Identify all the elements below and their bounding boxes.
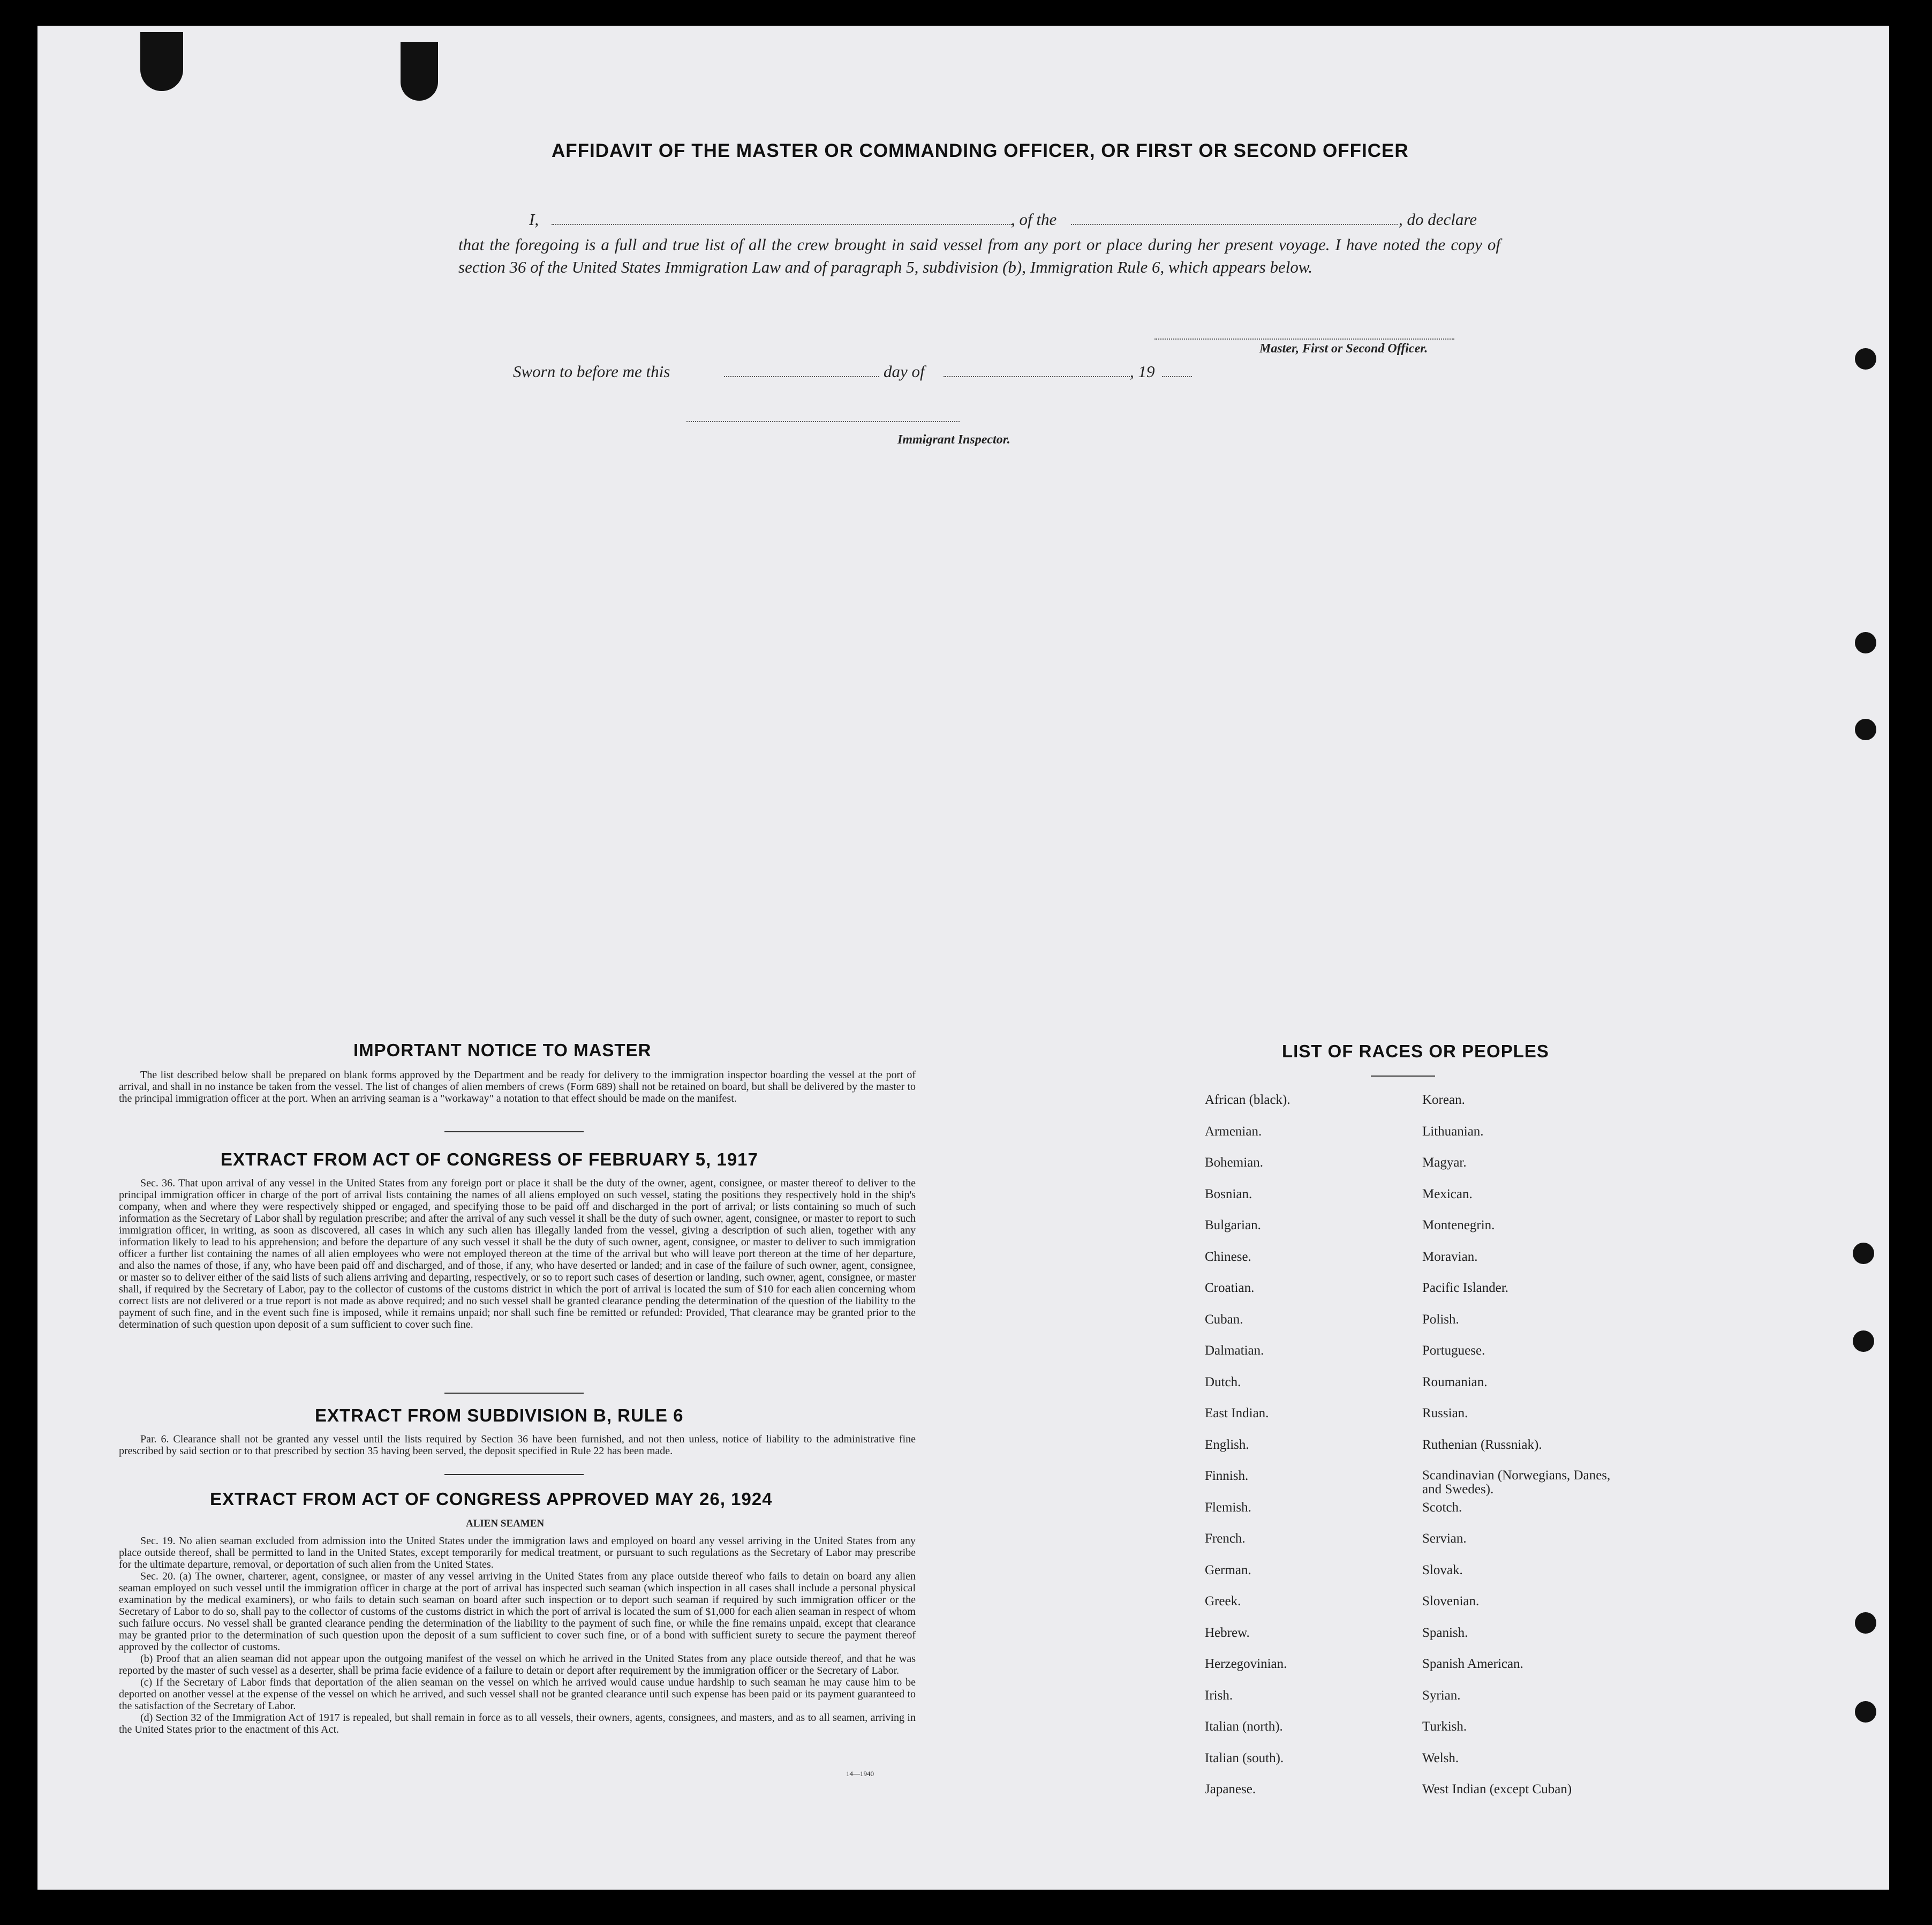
inspector-label: Immigrant Inspector. <box>897 433 1010 447</box>
race-item: Polish. <box>1422 1312 1459 1327</box>
races-column-1 <box>1205 1093 1290 1814</box>
divider <box>444 1131 584 1132</box>
race-item: Chinese. <box>1205 1249 1251 1264</box>
extract-rule6-title: EXTRACT FROM SUBDIVISION B, RULE 6 <box>315 1405 684 1425</box>
race-item: Servian. <box>1422 1531 1467 1546</box>
form-number: 14—1940 <box>846 1770 874 1778</box>
affidavit-body: that the foregoing is a full and true list of all the crew brought in said vessel from any port or place during her present voyage. I have noted the copy of section 36 of the United States Immigration Law and of paragraph 5, subdivision (b), Immigration Rule 6, which appears below. <box>458 235 1500 276</box>
race-item: Irish. <box>1205 1688 1233 1703</box>
punch-hole <box>1855 632 1876 653</box>
divider <box>444 1474 584 1475</box>
race-item: French. <box>1205 1531 1246 1546</box>
binder-hole-left <box>140 32 183 91</box>
sworn-year-field[interactable] <box>1162 376 1192 377</box>
punch-hole <box>1855 719 1876 740</box>
race-item: Welsh. <box>1422 1750 1459 1765</box>
race-item: Finnish. <box>1205 1469 1249 1483</box>
race-item: Bosnian. <box>1205 1186 1252 1201</box>
extract-1917-title: EXTRACT FROM ACT OF CONGRESS OF FEBRUARY 5, 1917 <box>221 1149 758 1169</box>
race-item: Bohemian. <box>1205 1155 1264 1170</box>
race-item: Magyar. <box>1422 1155 1467 1170</box>
race-item: Greek. <box>1205 1594 1241 1608</box>
race-item: Japanese. <box>1205 1782 1256 1796</box>
race-item: Lithuanian. <box>1422 1124 1484 1139</box>
race-item: Croatian. <box>1205 1281 1255 1295</box>
punch-hole <box>1853 1330 1874 1352</box>
race-item: German. <box>1205 1562 1251 1577</box>
race-item: Italian (north). <box>1205 1719 1283 1734</box>
race-item: Cuban. <box>1205 1312 1243 1327</box>
sec-20d: (d) Section 32 of the Immigration Act of 1917 is repealed, but shall remain in force as to all vessels, their owners, agents, consignees, and masters, and as to all seamen, arriving in the United States prior to the enactment of this Act. <box>119 1712 916 1735</box>
sworn-label: Sworn to before me this <box>513 362 670 381</box>
year-prefix: , 19 <box>1130 362 1155 381</box>
race-item: East Indian. <box>1205 1406 1269 1420</box>
race-item: West Indian (except Cuban) <box>1422 1782 1572 1796</box>
race-item: Slovenian. <box>1422 1594 1480 1608</box>
extract-1917-body: Sec. 36. That upon arrival of any vessel in the United States from any foreign port or place it shall be the duty of the owner, agent, consignee, or master thereof to deliver to the principal immigration officer in charge of the port of arrival lists containing the names of all aliens employed on such vessel, stating the positions they respectively hold in the ship's company, when and where they were respectively shipped or engaged, and specifying those to be paid off and discharged in the port of arrival; or lists containing so much of such information as the Secretary of Labor shall by regulation prescribe; and after the arrival of any such vessel it shall be the duty of such owner, agent, consignee, or master to report to such immigration officer, in writing, as soon as discovered, all cases in which any such alien has illegally landed from the vessel, giving a description of such alien, together with any information likely to lead to his apprehension; and before the departure of any such vessel it shall be the duty of such owner, agent, consignee, or master to deliver to such immigration officer a further list containing the names of all alien employees who were not employed thereon at the time of the arrival but who will leave port thereon at the time of her departure, and also the names of those, if any, who have been paid off and discharged, and of those, if any, who have deserted or landed; and in case of the failure of such owner, agent, consignee, or master so to deliver either of the said lists of such aliens arriving and departing, respectively, or so to report such cases of desertion or landing, such owner, agent, consignee, or master shall, if required by the Secretary of Labor, pay to the collector of customs of the customs district in which the port of arrival is located the sum of $10 for each alien concerning whom correct lists are not delivered or a true report is not made as above required; and no such vessel shall be granted clearance pending the determination of the question of the liability to the payment of such fine, and in the event such fine is imposed, while it remains unpaid; nor shall such fine be remitted or refunded: Provided, That clearance may be granted prior to the determination of such question upon deposit of a sum sufficient to cover such fine. <box>119 1177 916 1330</box>
race-item: Spanish American. <box>1422 1657 1523 1671</box>
affidavit-of-the: , of the <box>1011 210 1057 229</box>
race-item: Dutch. <box>1205 1374 1241 1389</box>
race-item: Dalmatian. <box>1205 1343 1264 1358</box>
race-item: Slovak. <box>1422 1562 1463 1577</box>
punch-hole <box>1855 1701 1876 1723</box>
race-item: Korean. <box>1422 1093 1465 1107</box>
punch-hole <box>1853 1243 1874 1264</box>
extract-1924-title: EXTRACT FROM ACT OF CONGRESS APPROVED MAY 26, 1924 <box>210 1489 773 1509</box>
vessel-name-field[interactable] <box>1071 224 1398 225</box>
affidavit-i-label: I, <box>529 210 539 229</box>
race-item: Hebrew. <box>1205 1625 1250 1640</box>
race-item: Flemish. <box>1205 1500 1251 1515</box>
races-column-2 <box>1422 1093 1626 1814</box>
punch-hole <box>1855 348 1876 370</box>
sworn-day-field[interactable] <box>724 376 879 377</box>
race-item: Portuguese. <box>1422 1343 1485 1358</box>
race-item: Scandinavian (Norwegians, Danes, and Swedes). <box>1422 1468 1611 1497</box>
declarant-name-field[interactable] <box>552 224 1012 225</box>
race-item: Ruthenian (Russniak). <box>1422 1437 1542 1452</box>
race-item: Italian (south). <box>1205 1750 1284 1765</box>
race-item: Scotch. <box>1422 1500 1462 1515</box>
sworn-month-field[interactable] <box>944 376 1130 377</box>
affidavit-do-declare: , do declare <box>1399 210 1477 229</box>
race-item: Montenegrin. <box>1422 1218 1495 1232</box>
punch-hole <box>1855 1612 1876 1634</box>
race-item: English. <box>1205 1437 1249 1452</box>
race-item: Mexican. <box>1422 1186 1473 1201</box>
race-item: Roumanian. <box>1422 1374 1488 1389</box>
affidavit-title: AFFIDAVIT OF THE MASTER OR COMMANDING OFFICER, OR FIRST OR SECOND OFFICER <box>552 140 1409 161</box>
master-signature-field[interactable] <box>1154 339 1454 340</box>
race-item: Turkish. <box>1422 1719 1467 1734</box>
notice-body: The list described below shall be prepared on blank forms approved by the Department and be ready for delivery to the immigration inspector boarding the vessel at the port of arrival, and shall in no instance be taken from the vessel. The list of changes of alien members of crews (Form 689) shall not be retained on board, but shall be delivered by the master to the principal immigration officer at the port. When an arriving seaman is a "workaway" a notation to that effect should be made on the manifest. <box>119 1069 916 1104</box>
sec-20b: (b) Proof that an alien seaman did not appear upon the outgoing manifest of the vessel on which he arrived in the United States from any place outside thereof, and that he was reported by the master of such vessel as a deserter, shall be prima facie evidence of a failure to detain or deport after requirement by the immigration officer or the Secretary of Labor. <box>119 1653 916 1676</box>
extract-1924-body <box>119 1535 916 1735</box>
race-item: Spanish. <box>1422 1625 1468 1640</box>
sec-19: Sec. 19. No alien seaman excluded from admission into the United States under the immigration laws and employed on board any vessel arriving in the United States from any place outside thereof, shall be permitted to land in the United States, except temporarily for medical treatment, or pursuant to such regulations as the Secretary of Labor may prescribe for the ultimate departure, removal, or deportation of such alien from the United States. <box>119 1535 916 1570</box>
divider <box>444 1393 584 1394</box>
extract-rule6-body: Par. 6. Clearance shall not be granted any vessel until the lists required by Section 36 have been furnished, and not then unless, notice of liability to the administrative fine prescribed by said section or to that prescribed by section 35 having been served, the deposit specified in Rule 22 has been made. <box>119 1433 916 1457</box>
races-title: LIST OF RACES OR PEOPLES <box>1282 1041 1549 1061</box>
master-signature-label: Master, First or Second Officer. <box>1259 342 1428 356</box>
race-item: Moravian. <box>1422 1249 1478 1264</box>
inspector-signature-field[interactable] <box>686 421 960 422</box>
race-item: African (black). <box>1205 1093 1290 1107</box>
divider <box>1371 1076 1435 1077</box>
race-item: Pacific Islander. <box>1422 1281 1509 1295</box>
sec-20a: Sec. 20. (a) The owner, charterer, agent, consignee, or master of any vessel arriving in the United States from any place outside thereof who fails to detain on board any alien seaman employed on such vessel until the immigration officer in charge at the port of arrival has inspected such seaman (which inspection in all cases shall include a personal physical examination by the medical examiners), or who fails to detain such seaman on board after such inspection or to deport such seaman if required by such immigration officer or the Secretary of Labor to do so, shall pay to the collector of customs of the customs district in which the port of arrival is located the sum of $1,000 for each alien seaman in respect of whom such failure occurs. No vessel shall be granted clearance pending the determination of the liability to the payment of such fine, or while the fine remains unpaid, except that clearance may be granted prior to the determination of such question upon the deposit of a sum sufficient to cover such fine, or of a bond with sufficient surety to secure the payment thereof approved by the collector of customs. <box>119 1570 916 1653</box>
race-item: Russian. <box>1422 1406 1468 1420</box>
notice-title: IMPORTANT NOTICE TO MASTER <box>353 1040 652 1060</box>
race-item: Bulgarian. <box>1205 1218 1261 1232</box>
extract-1924-subtitle: ALIEN SEAMEN <box>466 1518 545 1529</box>
sec-20c: (c) If the Secretary of Labor finds that deportation of the alien seaman on the vessel on which he arrived would cause undue hardship to such seaman he may cause him to be deported on another vessel at the expense of the vessel on which he arrived, and such vessel shall not be granted clearance until such expense has been paid or its payment guaranteed to the satisfaction of the Secretary of Labor. <box>119 1676 916 1712</box>
binder-hole-right <box>401 42 438 101</box>
day-of-label: day of <box>884 362 925 381</box>
race-item: Armenian. <box>1205 1124 1262 1139</box>
race-item: Syrian. <box>1422 1688 1461 1703</box>
race-item: Herzegovinian. <box>1205 1657 1287 1671</box>
